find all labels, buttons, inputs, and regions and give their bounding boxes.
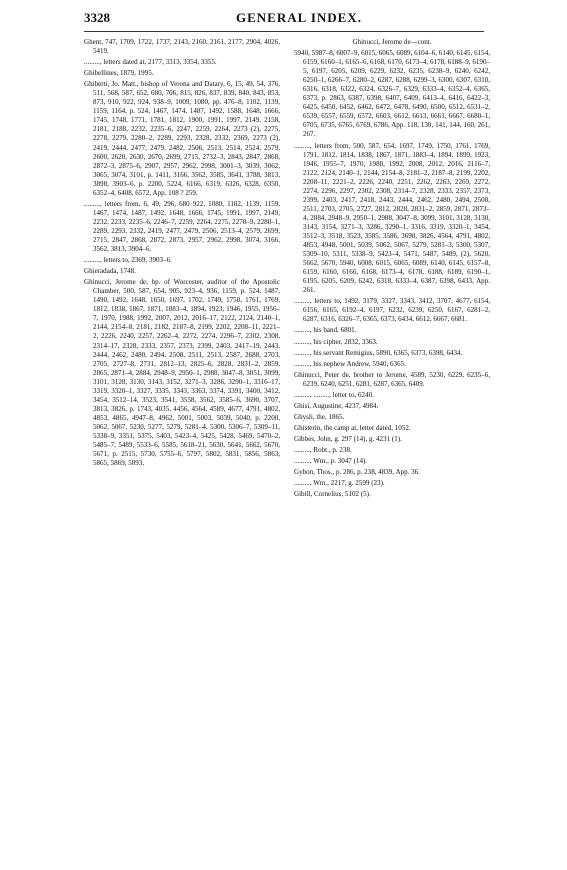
index-entry: ........., Wm., 2217, g. 2599 (23). [294, 479, 385, 488]
index-entry: Ghisi, Augustine, 4237, 4984. [294, 401, 379, 410]
index-entry: ........., his band, 6801. [294, 326, 357, 335]
index-column-left [84, 38, 280, 470]
index-entry: Gibill, Cornelius, 5102 (5). [294, 490, 371, 499]
index-entry: Ghisterin, the camp at, letter dated, 1052. [294, 423, 411, 432]
index-entry: ........., his nephew Andrew, 5940, 6365. [294, 359, 406, 368]
page-header [84, 10, 504, 28]
index-entry: Gybon, Thos., p. 286, p. 238, 4839, App. 36. [294, 468, 420, 477]
index-entry: ........., letters to, 2369, 3903–6. [84, 256, 172, 265]
index-entry: ........., letters to, 1492, 3179, 3327, 3343, 3412, 3707, 4677, 6154, 6156, 6165, 6192–4, 6197, 6232, 6239, 6250, 6167, 6281–2, 6287, 6316, 6326–7, 6365, 6373, 6434, 6612, 6667, 6681. [294, 297, 490, 324]
index-entry: ........., letters from, 500, 587, 654, 1697, 1749, 1750, 1761, 1769, 1791, 1812, 1814, 1838, 1867, 1871, 1883–4, 1894, 1899, 1923, 1946, 1955–7, 1970, 1988, 1992, 2008, 2012, 2016, 2116–7, 2122, 2124, 2140–1, 2144, 2154–8, 2181–2, 2187–8, 2199, 2202, 2208–11, 2221–2, 2226, 2240, 2251, 2262, 2263, 2269, 2272, 2274, 2296, 2297, 2302, 2308, 2314–7, 2328, 2333, 2357, 2373, 2399, 2403, 2417, 2418, 2443, 2444, 2462, 2480, 2494, 2508, 2511, 2703, 2705, 2727, 2812, 2828, 2831–2, 2859, 2871, 2873–4, 2884, 2948–9, 2950–1, 2988, 3047–8, 3099, 3101, 3128, 3130, 3143, 3154, 3271–3, 3286, 3290–1, 3316, 3319, 3320–1, 3454, 3512–3, 3518, 3523, 3585, 3586, 3690, 3826, 4564, 4791, 4802, 4853, 4948, 5001, 5039, 5062, 5067, 5279, 5281–3, 5300, 5307, 5309–10, 5311, 5338–9, 5423–4, 5471, 5487, 5489, (2), 5620, 5662, 5670, 5940, 6008, 6015, 6065, 6089, 6140, 6145, 6157–8, 6159, 6160, 6166, 6168, 6173–4, 6178, 6188, 6189, 6190–1, 6195, 6205, 6209, 6242, 6318, 6333–4, 6387, 6398, 6433, App. 261. [294, 141, 490, 295]
index-entry: 5940, 5987–8, 6007–9, 6015, 6065, 6089, 6104–6, 6140, 6145, 6154, 6159, 6160–1, 6165–6, 6168, 6170, 6173–4, 6178, 6188–9, 6190–5, 6197, 6205, 6209, 6229, 6232, 6235, 6238–9, 6240, 6242, 6250–1, 6266–7, 6280–2, 6287, 6288, 6299–3, 6300, 6307, 6310, 6316, 6318, 6322, 6324, 6326–7, 6329, 6333–4, 6352–4, 6365, 6373, p. 2863, 6387, 6398, 6407, 6409, 6413–4, 6416, 6422–3, 6425, 6450, 6452, 6462, 6472, 6478, 6490, 6500, 6512, 6531–2, 6539, 6557, 6559, 6572, 6603, 6612, 6613, 6661, 6667, 6680–1, 6705, 6735, 6765, 6769, 6786, App. 118, 130, 141, 144, 160, 261, 267. [294, 49, 490, 139]
index-entry: Ghinucci, Jerome de—cont. [352, 38, 432, 46]
index-entry: Ghinucci, Jerome de, bp. of Worcester, auditor of the Apostolic Chamber, 500, 587, 654, 905, 923–4, 936, 1159, p. 524, 1487, 1490, 1492, 1648, 1650, 1697, 1702, 1749, 1750, 1761, 1769, 1812, 1838, 1867, 1871, 1883–4, 1894, 1923, 1946, 1955, 1956–7, 1970, 1988, 1992, 2007, 2012, 2016–17, 2122, 2124, 2140–1, 2144, 2154–8, 2181, 2182, 2187–8, 2199, 2202, 2208–11, 2221–2, 2226, 2240, 2257, 2262–4, 2272, 2274, 2296–7, 2302, 2308, 2314–17, 2328, 2333, 2357, 2373, 2399, 2403, 2417–19, 2443, 2444, 2462, 2480, 2494, 2508, 2511, 2513, 2587, 2688, 2703, 2705, 2727–8, 2731, 2812–13, 2825–6, 2828, 2831–2, 2859, 2865, 2871–4, 2884, 2948–9, 2950–1, 2988, 3047–8, 3051, 3099, 3101, 3128, 3130, 3143, 3152, 3271–3, 3286, 3290–1, 3316–17, 3319, 3320–1, 3327, 3335, 3343, 3363, 3374, 3391, 3400, 3412, 3454, 3512–14, 3523, 3541, 3558, 3562, 3585–6, 3690, 3707, 3813, 3826, p. 1743, 4035, 4456, 4564, 4589, 4677, 4791, 4802, 4853, 4865, 4947–8, 4962, 5001, 5003, 5039, 5040, p. 2200, 5062, 5067, 5230, 5277, 5279, 5281–4, 5300, 5306–7, 5309–11, 5338–9, 3351, 5375, 5403, 5423–4, 5425, 5428, 5469, 5470–2, 5485–7, 5489, 5533–6, 5585, 5618–21, 5630, 5641, 5662, 5670, 5671, p. 2515, 5730, 5755–6, 5797, 5802, 5831, 5856, 5863, 5865, 5869, 5893, [84, 278, 280, 468]
index-entry: Gibbes, John, g. 297 (14), g. 4231 (1). [294, 434, 402, 443]
index-entry: ........., Wm., p. 3047 (14). [294, 457, 368, 466]
index-entry: Ghysli, the, 1865. [294, 412, 345, 421]
index-entry: Ghinucci, Peter de, brother to Jerome, 4589, 5230, 6229, 6235–6, 6239, 6240, 6251, 6281, 6287, 6365, 6409. [294, 370, 490, 388]
page-title: GENERAL INDEX. [236, 10, 362, 25]
index-entry: ........., ........., letter to, 6240. [294, 390, 374, 399]
index-column-right [294, 38, 490, 501]
index-entry: Ghieradada, 1748. [84, 267, 136, 276]
index-entry: ........., letters from, 6, 49, 296, 680 922, 1080, 1102, 1139, 1159, 1467, 1474, 1487, 1492, 1648, 1666, 1745, 1991, 1997, 2149, 2232, 2233, 2235–6, 2246–7, 2259, 2264, 2275, 2278–9, 2280–1, 2289, 2293, 2332, 2419, 2477, 2479, 2506, 2513–4, 2579, 2699, 2715, 2847, 2868, 2872, 2873, 2957, 2962, 2998, 3074, 3166, 3562, 3813, 3904–6. [84, 199, 280, 254]
index-entry: Ghent, 747, 1709, 1722, 1737, 2143, 2160, 2161, 2177, 2904, 4026, 5419. [84, 38, 280, 56]
index-entry: ........., his cipher, 2832, 3363. [294, 337, 378, 346]
index-entry: ........., his servant Remigius, 5890, 6365, 6373, 6398, 6434. [294, 348, 463, 357]
index-entry: ........., letters dated at, 2177, 3313, 3354, 3355. [84, 58, 217, 67]
page-number: 3328 [84, 10, 110, 25]
index-entry: ........., Robt., p. 238. [294, 445, 352, 454]
index-entry: Ghiberti, Jo. Matt., bishop of Verona and Datary, 6, 15, 49, 54, 376, 511, 568, 587, 652, 680, 706, 815, 826, 837, 839, 840, 843, 853, 873, 910, 922, 924, 938–9, 1009, 1080, pp. 476–8, 1102, 1139, 1159, 1164, p. 524, 1467, 1474, 1487, 1492, 1588, 1648, 1666, 1745, 1748, 1771, 1781, 1812, 1900, 1991, 1997, 2149, 2158, 2181, 2188, 2232, 2235–6, 2247, 2259, 2264, 2273 (2), 2275, 2278, 2279, 2280–2, 2289, 2293, 2328, 2332, 2369, 2273 (2), 2419, 2444, 2477, 2479, 2482, 2506, 2513, 2514, 2524, 2579, 2600, 2620, 2630, 2670, 2699, 2715, 2732–3, 2843, 2847, 2868, 2872–3, 2875–6, 2907, 2957, 2962, 2998, 3001–3, 3039, 3062, 3065, 3074, 3101, p. 1411, 3166, 3562, 3585, 3641, 3788, 3813, 3898, 3903–6, p. 2200, 5224, 6166, 6319, 6326, 6328, 6350, 6352–4, 6408, 6572, App. 108 ? 259. [84, 80, 280, 197]
index-entry: Ghibellines, 1879, 1995. [84, 69, 154, 78]
header-rule [84, 31, 484, 32]
